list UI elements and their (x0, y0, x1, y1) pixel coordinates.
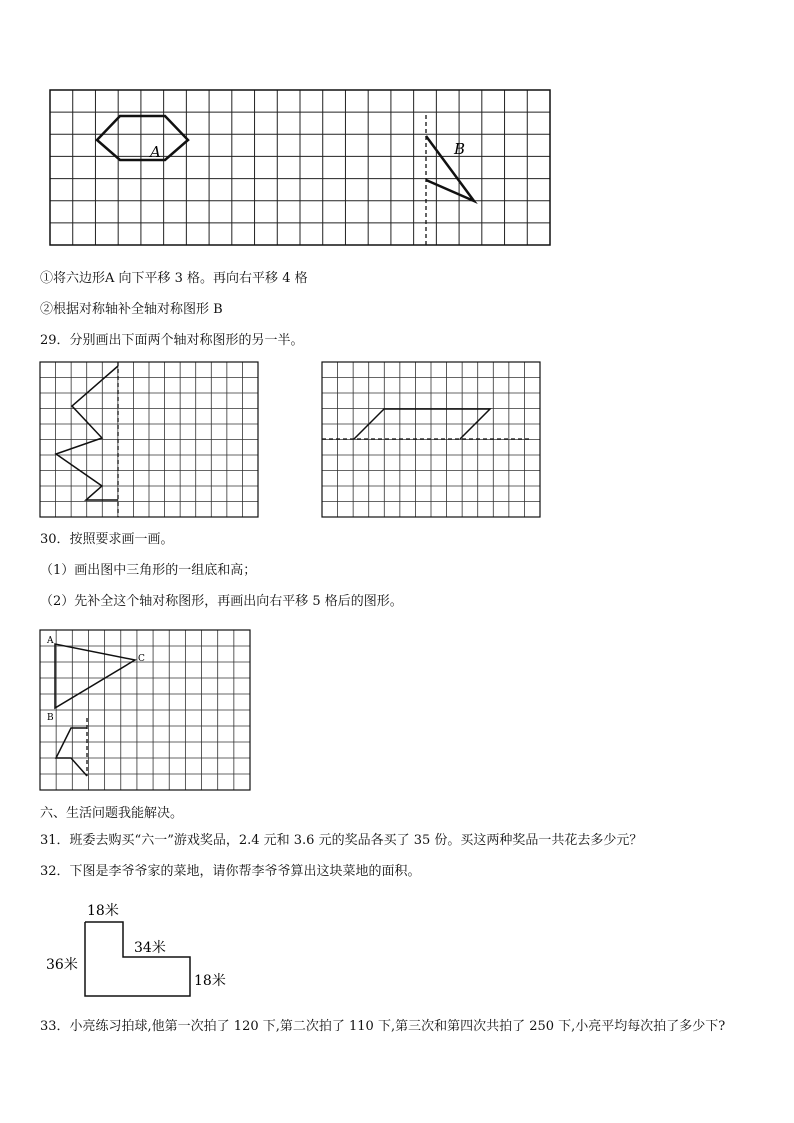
q28-grid (50, 90, 550, 245)
dim-right-label: 18米 (194, 973, 226, 989)
point-a-label: A (47, 636, 54, 646)
q28-grid-figure (0, 0, 794, 260)
q30-part-1: （1）画出图中三角形的一组底和高； (40, 563, 257, 578)
q29-left-grid (40, 362, 258, 517)
q33-text: 33．小亮练习拍球,他第一次拍了 120 下,第二次拍了 110 下,第三次和第四次共拍了 250 下,小亮平均每次拍了多少下? (40, 1019, 726, 1034)
label-b: B (454, 140, 466, 158)
q32-text: 32．下图是李爷爷家的菜地，请你帮李爷爷算出这块菜地的面积。 (40, 864, 421, 879)
q30-part-2: （2）先补全这个轴对称图形，再画出向右平移 5 格后的图形。 (40, 594, 403, 609)
dim-step-label: 34米 (134, 940, 166, 956)
q28-task-2: ②根据对称轴补全轴对称图形 B (40, 302, 223, 317)
q29-right-figure (320, 360, 544, 520)
hexagon-a (97, 116, 188, 160)
point-c-label: C (138, 654, 145, 664)
q29-title: 29．分别画出下面两个轴对称图形的另一半。 (40, 333, 304, 348)
q28-task-1: ①将六边形A 向下平移 3 格。再向右平移 4 格 (40, 271, 308, 286)
q30-title: 30．按照要求画一画。 (40, 532, 174, 547)
dim-top-label: 18米 (87, 903, 119, 919)
q31-text: 31．班委去购买“六一”游戏奖品，2.4 元和 3.6 元的奖品各买了 35 份。买这两种奖品一共花去多少元？ (40, 833, 643, 848)
triangle-abc (55, 644, 135, 708)
q30-figure (38, 628, 254, 794)
q30-half-shape (56, 728, 87, 776)
dim-left-label: 36米 (46, 957, 78, 973)
half-figure-b (426, 136, 474, 201)
point-b-label: B (47, 713, 54, 723)
q29-left-figure (38, 360, 262, 520)
section-6-title: 六、生活问题我能解决。 (40, 806, 184, 821)
q32-garden-figure (40, 895, 240, 1005)
garden-outline (85, 922, 190, 996)
label-a: A (150, 143, 161, 161)
q30-grid (40, 630, 250, 790)
